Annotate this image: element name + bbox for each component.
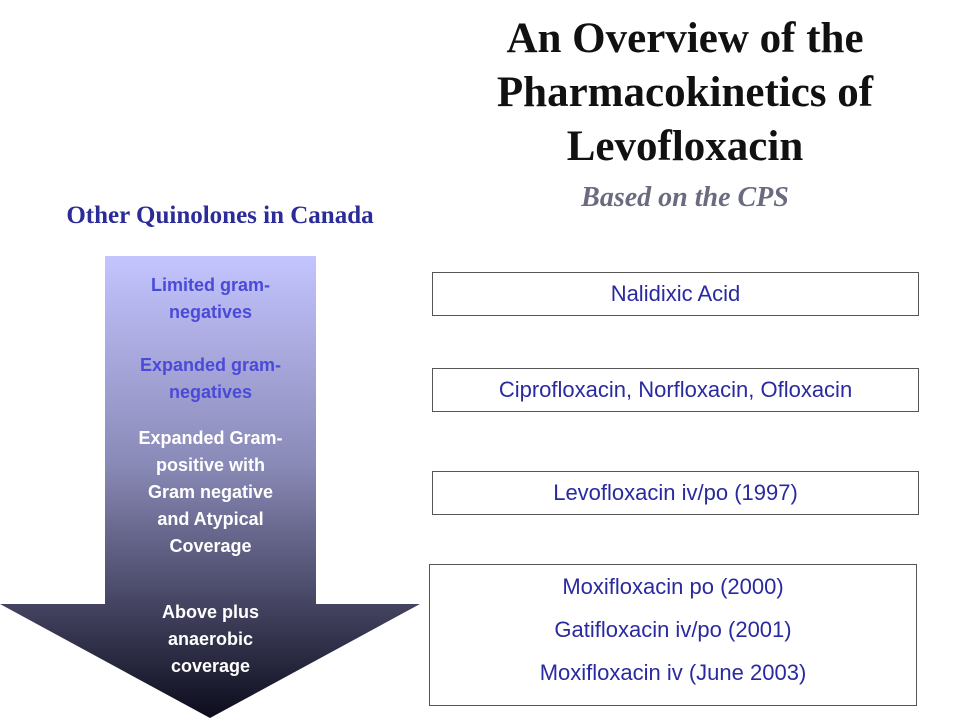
arrow-level-3-line-2: positive with [155, 455, 265, 475]
section-heading: Other Quinolones in Canada [66, 202, 374, 229]
arrow-level-3-line-3: Gram negative [147, 482, 274, 502]
arrow-level-4 [105, 599, 316, 680]
drug-box-second-gen [432, 368, 919, 412]
arrow-level-3-line-4: and Atypical [157, 509, 264, 529]
drug-box-fourth-gen-line-2: Gatifloxacin iv/po (2001) [554, 617, 792, 642]
title-line-3: Levofloxacin [566, 123, 804, 170]
drug-box-fourth-gen-line-1: Moxifloxacin po (2000) [562, 574, 784, 599]
drug-box-second-gen-label: Ciprofloxacin, Norfloxacin, Ofloxacin [498, 377, 853, 402]
arrow-level-3 [105, 425, 316, 560]
arrow-level-4-line-2: anaerobic [167, 629, 254, 649]
drug-box-levofloxacin [432, 471, 919, 515]
arrow-level-1-line-1: Limited gram- [150, 275, 270, 295]
arrow-level-3-line-1: Expanded Gram- [138, 428, 283, 448]
title-line-2: Pharmacokinetics of [496, 69, 874, 116]
drug-box-levofloxacin-label: Levofloxacin iv/po (1997) [553, 480, 798, 505]
drug-box-nalidixic [432, 272, 919, 316]
arrow-level-4-line-3: coverage [170, 656, 251, 676]
arrow-level-2 [105, 352, 316, 406]
arrow-level-3-line-5: Coverage [169, 536, 252, 556]
arrow-level-2-line-1: Expanded gram- [139, 355, 282, 375]
arrow-level-4-line-1: Above plus [161, 602, 259, 622]
arrow-level-2-line-2: negatives [168, 382, 253, 402]
arrow-level-1 [105, 272, 316, 326]
arrow-level-1-line-2: negatives [168, 302, 253, 322]
drug-box-nalidixic-label: Nalidixic Acid [610, 281, 741, 306]
slide-title [440, 12, 930, 174]
title-line-1: An Overview of the [506, 15, 864, 62]
slide-subtitle: Based on the CPS [581, 182, 789, 213]
drug-box-fourth-gen [429, 564, 917, 706]
drug-box-fourth-gen-line-3: Moxifloxacin iv (June 2003) [539, 660, 807, 685]
